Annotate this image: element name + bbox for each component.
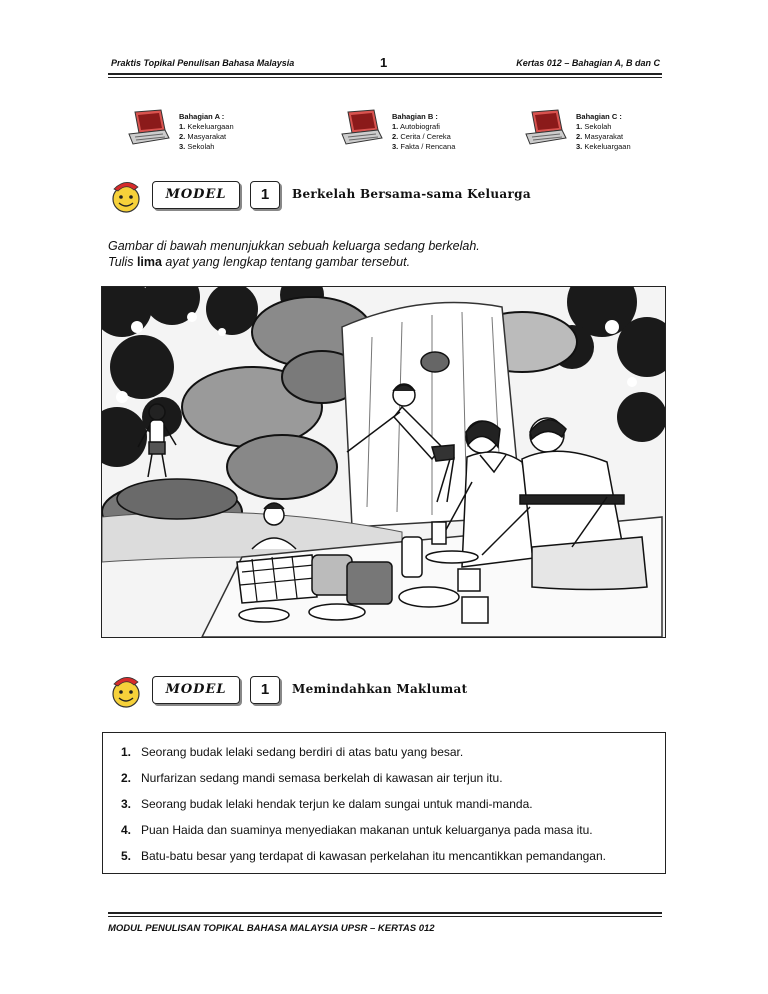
header-right: Kertas 012 – Bahagian A, B dan C [516,58,660,68]
sentence-box [102,732,666,874]
instruction-text: ayat yang lengkap tentang gambar tersebut. [161,255,411,269]
sentence-number: 3. [121,797,132,811]
model-banner-1 [108,177,668,217]
item-number: 1. [576,122,583,131]
model-number: 1 [250,676,280,704]
header-rule-thin [108,77,662,78]
item-number: 3. [576,142,583,151]
instruction-line-2 [108,254,480,270]
model-label: MODEL [152,181,240,209]
smiley-icon [108,672,144,710]
item-text: Kekeluargaan [187,122,234,131]
item-text: Masyarakat [187,132,227,141]
header-rule [108,73,662,75]
sentence-text: Nurfarizan sedang mandi semasa berkelah di kawasan air terjun itu. [141,771,503,785]
section-item [179,122,234,132]
sentence-text: Batu-batu besar yang terdapat di kawasan perkelahan itu mencantikkan pemandangan. [141,849,606,863]
sentence-text: Seorang budak lelaki sedang berdiri di atas batu yang besar. [141,745,464,759]
sentence-text: Seorang budak lelaki hendak terjun ke dalam sungai untuk mandi-manda. [141,797,533,811]
sentence-number: 1. [121,745,132,759]
picnic-scene [102,287,665,637]
section-item [576,122,631,132]
list-item [121,769,606,795]
item-number: 1. [179,122,186,131]
list-item [121,743,606,769]
model-banner-2 [108,672,668,712]
section-item [392,132,455,142]
section-item [576,132,631,142]
section-title: Bahagian A : [179,112,225,121]
section-item [179,132,234,142]
item-text: Sekolah [187,142,215,151]
item-text: Sekolah [584,122,612,131]
item-text: Fakta / Rencana [400,142,456,151]
item-text: Autobiografi [399,122,440,131]
footer-rule-thin [108,916,662,917]
sentence-number: 4. [121,823,132,837]
list-item [121,847,606,873]
instruction-line-1: Gambar di bawah menunjukkan sebuah keluarga sedang berkelah. [108,239,480,253]
instructions [108,238,480,270]
section-c-text [576,112,631,152]
laptop-icon [127,108,171,148]
page-number: 1 [380,55,388,70]
model-label: MODEL [152,676,240,704]
item-number: 1. [392,122,399,131]
footer-text: MODUL PENULISAN TOPIKAL BAHASA MALAYSIA UPSR – KERTAS 012 [108,923,435,934]
section-item [576,142,631,152]
header-left: Praktis Topikal Penulisan Bahasa Malaysia [111,58,295,68]
list-item [121,795,606,821]
item-number: 2. [392,132,399,141]
section-title: Bahagian B : [392,112,438,121]
footer-rule [108,912,662,914]
section-item [179,142,234,152]
laptop-icon [340,108,384,148]
laptop-icon [524,108,568,148]
section-c [524,108,674,154]
item-number: 2. [576,132,583,141]
sentence-list [121,743,606,873]
item-text: Masyarakat [584,132,624,141]
section-title: Bahagian C : [576,112,622,121]
list-item [121,821,606,847]
smiley-icon [108,177,144,215]
item-number: 3. [179,142,186,151]
section-item [392,122,455,132]
item-text: Kekeluargaan [584,142,631,151]
item-number: 2. [179,132,186,141]
sentence-number: 5. [121,849,132,863]
sentence-text: Puan Haida dan suaminya menyediakan makanan untuk keluarganya pada masa itu. [141,823,593,837]
model-number: 1 [250,181,280,209]
section-a [127,108,277,154]
sentence-number: 2. [121,771,132,785]
item-text: Cerita / Cereka [400,132,451,141]
item-number: 3. [392,142,399,151]
section-b [340,108,490,154]
picnic-illustration [101,286,666,638]
section-b-text [392,112,455,152]
model-title: Berkelah Bersama-sama Keluarga [292,187,531,201]
instruction-text: Tulis [108,255,137,269]
section-a-text [179,112,234,152]
section-item [392,142,455,152]
model-title: Memindahkan Maklumat [292,682,468,696]
instruction-bold: lima [136,255,162,269]
